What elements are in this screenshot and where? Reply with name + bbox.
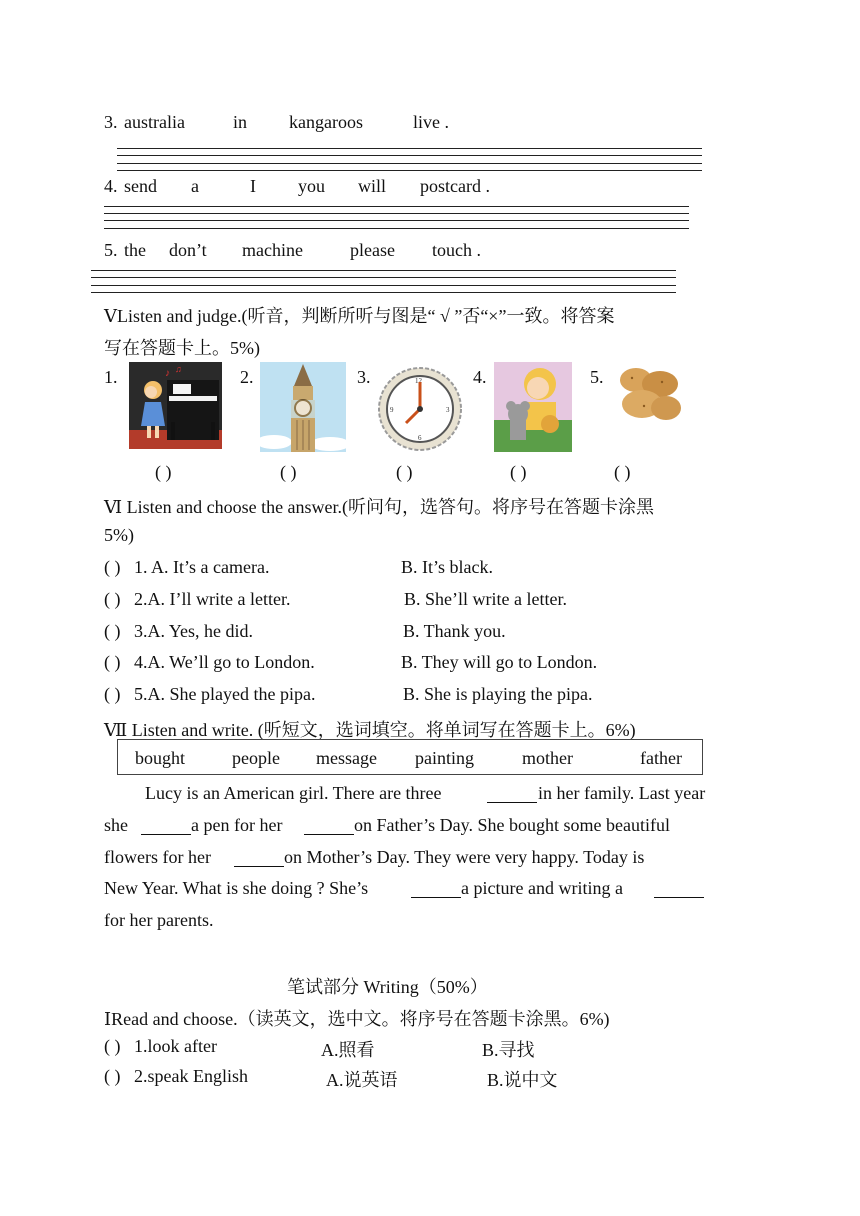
scramble-item-5 — [0, 240, 860, 264]
choice-row — [0, 1036, 860, 1060]
writing-line — [117, 155, 702, 156]
writing-line — [117, 163, 702, 164]
fill-blank[interactable] — [487, 802, 537, 803]
choice-row — [0, 589, 860, 613]
answer-blank[interactable]: ( ) — [104, 1036, 121, 1056]
word-bank-word: father — [640, 748, 682, 768]
scramble-item-4 — [0, 176, 860, 200]
scramble-word: you — [298, 176, 325, 196]
item-number: 2. — [240, 367, 254, 387]
item-number: 4. — [104, 176, 118, 196]
passage-text: for her parents. — [104, 910, 214, 930]
word-bank-word: message — [316, 748, 377, 768]
passage-line — [0, 783, 860, 807]
scramble-word: live . — [413, 112, 449, 132]
boy-with-koala-toys-picture — [494, 362, 572, 452]
scramble-item-3 — [0, 112, 860, 136]
svg-text:9: 9 — [390, 406, 394, 414]
passage-text: in her family. Last year — [538, 783, 706, 803]
potatoes-picture — [612, 362, 686, 426]
option-a: 4.A. We’ll go to London. — [134, 652, 315, 672]
word-bank-word: bought — [135, 748, 186, 768]
scramble-word: don’t — [169, 240, 207, 260]
answer-blank[interactable]: ( ) — [104, 621, 121, 641]
writing-line — [91, 277, 676, 278]
scramble-word: a — [191, 176, 199, 196]
choice-row — [0, 652, 860, 676]
svg-text:3: 3 — [446, 406, 450, 414]
answer-blank[interactable]: ( ) — [280, 462, 297, 482]
fill-blank[interactable] — [654, 897, 704, 898]
option-a: A.照看 — [321, 1040, 375, 1060]
word-bank-word: people — [232, 748, 280, 768]
answer-blank[interactable]: ( ) — [614, 462, 631, 482]
question-phrase: 2.speak English — [134, 1066, 248, 1086]
writing-line — [117, 170, 702, 171]
option-a: A.说英语 — [326, 1070, 398, 1090]
option-b: B.寻找 — [482, 1040, 535, 1060]
writing-line — [104, 213, 689, 214]
option-b: B. She’ll write a letter. — [404, 589, 567, 609]
scramble-word: in — [233, 112, 248, 132]
item-number: 5. — [104, 240, 118, 260]
passage-text: on Mother’s Day. They were very happy. Today is — [284, 847, 645, 867]
option-b: B. It’s black. — [401, 557, 493, 577]
passage-line — [0, 910, 860, 934]
writing-part-title: 笔试部分 Writing（50%） — [287, 977, 488, 997]
writing-line — [91, 270, 676, 271]
section-heading: Ⅶ Listen and write. (听短文，选词填空。将单词写在答题卡上。6%) — [104, 720, 636, 740]
girl-playing-piano-picture — [129, 362, 222, 449]
item-number: 4. — [473, 367, 487, 387]
scramble-word: postcard . — [420, 176, 490, 196]
fill-blank[interactable] — [411, 897, 461, 898]
section-heading: ⅠRead and choose.（读英文，选中文。将序号在答题卡涂黑。6%) — [104, 1009, 610, 1029]
option-a: 5.A. She played the pipa. — [134, 684, 316, 704]
writing-line — [91, 285, 676, 286]
wall-clock-picture — [376, 366, 464, 452]
writing-line — [104, 228, 689, 229]
writing-line — [104, 206, 689, 207]
svg-text:6: 6 — [418, 434, 422, 442]
passage-text: she — [104, 815, 128, 835]
passage-text: Lucy is an American girl. There are three — [145, 783, 442, 803]
scramble-word: the — [124, 240, 146, 260]
big-ben-clock-tower-picture — [260, 362, 346, 452]
answer-blank[interactable]: ( ) — [104, 652, 121, 672]
scramble-word: I — [250, 176, 256, 196]
writing-line — [117, 148, 702, 149]
scramble-word: send — [124, 176, 157, 196]
svg-text:12: 12 — [415, 377, 422, 385]
item-number: 3. — [104, 112, 118, 132]
word-bank-word: painting — [415, 748, 474, 768]
fill-blank[interactable] — [141, 834, 191, 835]
option-a: 2.A. I’ll write a letter. — [134, 589, 291, 609]
choice-row — [0, 1066, 860, 1090]
svg-text:♫: ♫ — [175, 364, 182, 374]
answer-blank[interactable]: ( ) — [104, 1066, 121, 1086]
scramble-word: australia — [124, 112, 185, 132]
passage-text: a pen for her — [191, 815, 283, 835]
answer-blank[interactable]: ( ) — [510, 462, 527, 482]
option-b: B. She is playing the pipa. — [403, 684, 593, 704]
answer-blank[interactable]: ( ) — [104, 589, 121, 609]
passage-text: flowers for her — [104, 847, 211, 867]
answer-blank[interactable]: ( ) — [104, 684, 121, 704]
word-bank-box — [117, 739, 703, 775]
section-heading: Ⅵ Listen and choose the answer.(听问句，选答句。将序号在答题卡涂黑 — [104, 497, 655, 517]
choice-row — [0, 557, 860, 581]
svg-text:♪: ♪ — [165, 368, 170, 379]
writing-line — [91, 292, 676, 293]
option-a: 1. A. It’s a camera. — [134, 557, 270, 577]
choice-row — [0, 684, 860, 708]
scramble-word: touch . — [432, 240, 481, 260]
option-b: B.说中文 — [487, 1070, 558, 1090]
option-b: B. They will go to London. — [401, 652, 598, 672]
section-heading-continued: 5%) — [104, 525, 134, 545]
scramble-word: machine — [242, 240, 303, 260]
section-heading: ⅤListen and judge.(听音，判断所听与图是“ √ ”否“×”一致。将答案 — [104, 306, 615, 326]
passage-text: New Year. What is she doing ? She’s — [104, 878, 369, 898]
item-number: 3. — [357, 367, 371, 387]
writing-line — [104, 220, 689, 221]
passage-line — [0, 815, 860, 839]
answer-blank[interactable]: ( ) — [396, 462, 413, 482]
scramble-word: kangaroos — [289, 112, 363, 132]
section-heading-continued: 写在答题卡上。5%) — [104, 338, 260, 358]
scramble-word: will — [358, 176, 387, 196]
passage-text: on Father’s Day. She bought some beautiful — [354, 815, 670, 835]
answer-blank[interactable]: ( ) — [104, 557, 121, 577]
option-b: B. Thank you. — [403, 621, 506, 641]
option-a: 3.A. Yes, he did. — [134, 621, 254, 641]
passage-text: a picture and writing a — [461, 878, 623, 898]
item-number: 1. — [104, 367, 118, 387]
item-number: 5. — [590, 367, 604, 387]
fill-blank[interactable] — [304, 834, 354, 835]
word-bank-word: mother — [522, 748, 573, 768]
choice-row — [0, 621, 860, 645]
answer-blank[interactable]: ( ) — [155, 462, 172, 482]
scramble-word: please — [350, 240, 395, 260]
fill-blank[interactable] — [234, 866, 284, 867]
passage-line — [0, 847, 860, 871]
question-phrase: 1.look after — [134, 1036, 217, 1056]
passage-line — [0, 878, 860, 902]
